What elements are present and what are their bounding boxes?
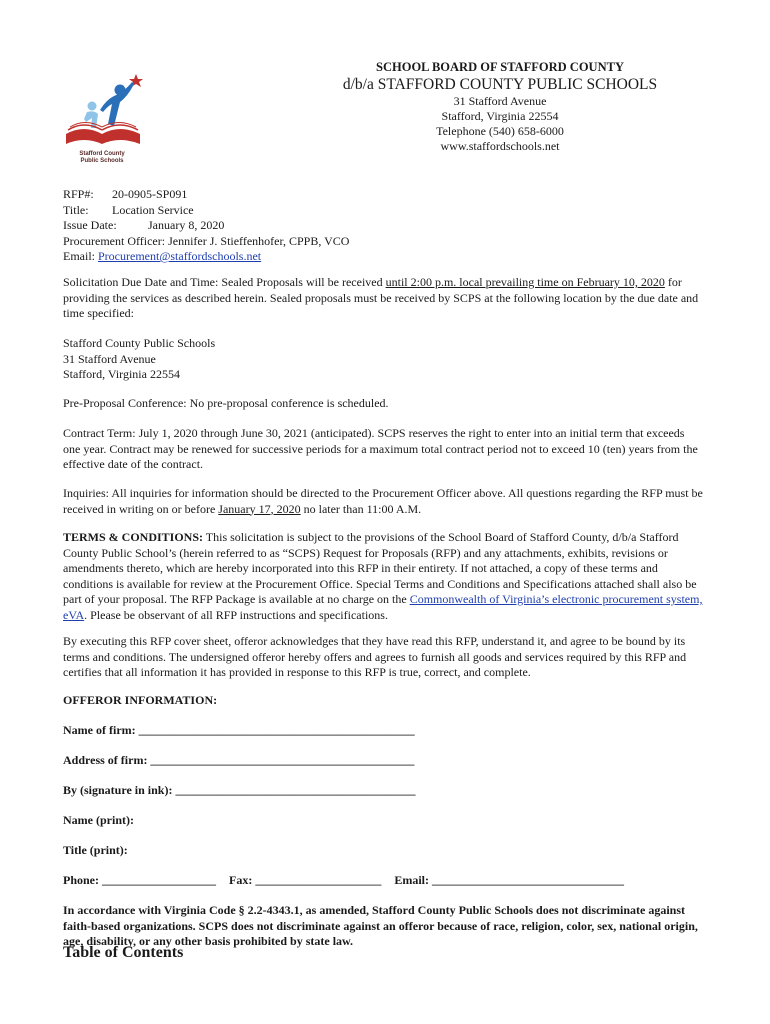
solicitation-due: until 2:00 p.m. local prevailing time on February 10, 2020 xyxy=(385,275,665,289)
address-of-firm-field[interactable]: Address of firm: ____________________________________________ xyxy=(63,753,415,767)
solicitation-paragraph xyxy=(63,275,703,322)
letterhead xyxy=(250,60,750,154)
title-label: Title: xyxy=(63,202,89,217)
telephone: Telephone (540) 658-6000 xyxy=(436,124,564,138)
board-name: SCHOOL BOARD OF STAFFORD COUNTY xyxy=(376,60,624,74)
delivery-location xyxy=(63,336,703,383)
email-field[interactable]: Email: ________________________________ xyxy=(394,873,624,887)
title-print-field[interactable]: Title (print): xyxy=(63,843,128,857)
rfp-number-row xyxy=(63,187,703,203)
address-line-2: Stafford, Virginia 22554 xyxy=(441,109,559,123)
issue-date-row xyxy=(63,218,703,234)
website: www.staffordschools.net xyxy=(440,139,560,153)
signature-field[interactable]: By (signature in ink): ________________________________________ xyxy=(63,783,416,797)
contact-row xyxy=(63,873,703,889)
email-row xyxy=(63,249,703,265)
logo-text-line1: Stafford County xyxy=(79,151,125,157)
inquiries-rest: no later than 11:00 A.M. xyxy=(300,501,422,516)
preproposal-text: Pre-Proposal Conference: No pre-proposal conference is scheduled. xyxy=(63,396,389,410)
rfp-number-label: RFP#: xyxy=(63,187,94,201)
location-line-3: Stafford, Virginia 22554 xyxy=(63,367,180,381)
issue-date-label: Issue Date: xyxy=(63,218,117,232)
inquiries-lead: Inquiries: All inquiries for information should be directed to the Procurement Officer above. All questions regarding the RFP must be received in writing on or before xyxy=(63,486,703,516)
name-of-firm-field[interactable]: Name of firm: ______________________________________________ xyxy=(63,723,415,737)
offeror-heading: OFFEROR INFORMATION: xyxy=(63,693,218,707)
school-logo-graphic xyxy=(58,68,148,153)
executing-paragraph xyxy=(63,634,703,681)
rfp-number-value: 20-0905-SP091 xyxy=(112,187,188,201)
logo-text-line2: Public Schools xyxy=(80,158,124,164)
title-row xyxy=(63,203,703,219)
inquiries-date: January 17, 2020 xyxy=(218,501,301,516)
dba-name: d/b/a STAFFORD COUNTY PUBLIC SCHOOLS xyxy=(342,76,658,93)
issue-date-value: January 8, 2020 xyxy=(148,218,225,232)
location-line-1: Stafford County Public Schools xyxy=(63,336,216,350)
terms-paragraph xyxy=(63,530,703,623)
location-line-2: 31 Stafford Avenue xyxy=(63,351,156,366)
rfp-meta xyxy=(63,187,703,265)
terms-heading: TERMS & CONDITIONS: xyxy=(63,530,204,544)
eva-link[interactable]: Commonwealth of Virginia’s electronic procurement system, eVA xyxy=(63,592,703,622)
fax-field[interactable]: Fax: _____________________ xyxy=(229,873,382,887)
email-link[interactable]: Procurement@staffordschools.net xyxy=(98,249,262,263)
executing-text: By executing this RFP cover sheet, offeror acknowledges that they have read this RFP, understand it, and agree to be bound by its terms and conditions. The undersigned offeror hereby offers and agrees to furnish all goods and services required by this RFP and certifies that all information it has provided in response to this RFP is true, correct, and complete. xyxy=(63,634,687,679)
nondiscrimination-statement: In accordance with Virginia Code § 2.2-4343.1, as amended, Stafford County Public Schools does not discriminate against faith-based organizations. SCPS does not discriminate against an offeror because of race, religion, color, sex, national origin, age, disability, or any other basis prohibited by state law. xyxy=(63,903,698,948)
phone-field[interactable]: Phone: ___________________ xyxy=(63,873,216,887)
logo-text xyxy=(66,151,138,165)
contract-term-text: Contract Term: July 1, 2020 through June 30, 2021 (anticipated). SCPS reserves the right to enter into an initial term that exceeds one year. Contract may be renewed for successive periods for a maximum total contract period not to exceed 10 (ten) years from the effective date of the contract. xyxy=(63,426,698,471)
name-print-field[interactable]: Name (print): xyxy=(63,813,134,827)
contract-term-paragraph xyxy=(63,426,703,473)
address-line-1: 31 Stafford Avenue xyxy=(453,94,547,108)
title-value: Location Service xyxy=(112,202,194,217)
solicitation-rest: for providing the services as described herein. Sealed proposals must be received by SCPS at the following location by the due date and time specified: xyxy=(63,275,699,320)
solicitation-lead: Solicitation Due Date and Time: Sealed Proposals will be received xyxy=(63,275,386,289)
terms-text: This solicitation is subject to the provisions of the School Board of Stafford County, d/b/a Stafford County Public School’s (herein referred to as “SCPS) Request for Proposals (RFP) and any attachments, exhibits, revisions or amendments thereto, which are hereby incorporated into this RFP in their entirety. If not attached, a copy of these terms and conditions is available for review at the Procurement Office. Special Terms and Conditions and Specifications attached shall also be part of your proposal. The RFP Package is available at no charge on the xyxy=(63,530,697,606)
procurement-officer: Procurement Officer: Jennifer J. Stieffenhofer, CPPB, VCO xyxy=(63,233,350,248)
inquiries-paragraph xyxy=(63,486,703,517)
terms-end: . Please be observant of all RFP instructions and specifications. xyxy=(84,607,388,622)
email-label: Email: xyxy=(63,249,95,263)
table-of-contents-heading: Table of Contents xyxy=(63,944,184,961)
preproposal-paragraph xyxy=(63,396,703,412)
